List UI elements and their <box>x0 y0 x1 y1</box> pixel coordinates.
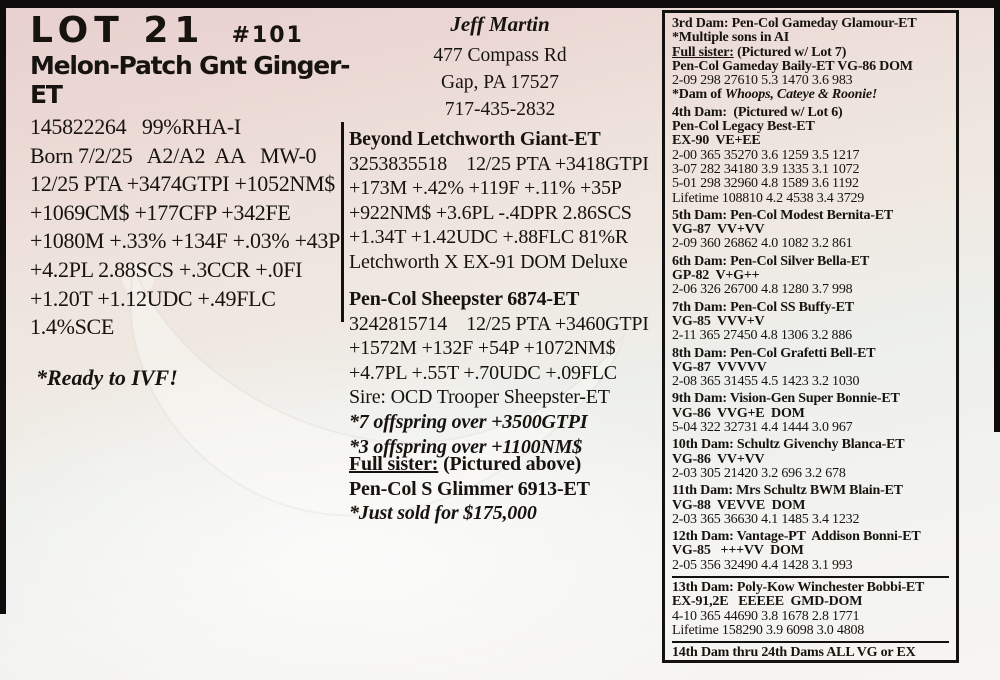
text-line: VG-87 VV+VV <box>672 222 765 238</box>
text-line: 2-06 326 26700 4.8 1280 3.7 998 <box>672 282 853 298</box>
dam-section <box>672 301 949 344</box>
text-line: +173M +.42% +119F +.11% +35P <box>349 177 622 200</box>
dam-history-box <box>662 10 959 663</box>
text-line: 2-11 365 27450 4.8 1306 3.2 886 <box>672 328 852 344</box>
lot-number-label: LOT 21 <box>30 10 206 51</box>
text-line: 2-08 365 31455 4.5 1423 3.2 1030 <box>672 374 860 390</box>
text-line: VG-85 +++VV DOM <box>672 543 804 559</box>
dam-box-sections <box>672 17 949 660</box>
text-line: +1.34T +1.42UDC +.88FLC 81%R <box>349 226 628 249</box>
text-line: 3-07 282 34180 3.9 1335 3.1 1072 <box>672 161 860 177</box>
dam-section <box>672 484 949 527</box>
dam-section <box>672 347 949 390</box>
text-line: 3242815714 12/25 PTA +3460GTPI <box>349 312 649 335</box>
text-line: 5-04 322 32731 4.4 1444 3.0 967 <box>672 420 853 436</box>
text-line: 2-03 305 21420 3.2 696 3.2 678 <box>672 465 846 481</box>
dam-section <box>672 646 949 660</box>
text-line: +1572M +132F +54P +1072NM$ <box>349 337 616 360</box>
text-line: VG-86 VV+VV <box>672 451 765 467</box>
text-line: *3 offspring over +1100NM$ <box>349 435 583 458</box>
dam-section <box>672 581 949 638</box>
dam-section <box>672 106 949 206</box>
full-sister-block <box>349 452 663 526</box>
section-divider <box>672 641 949 643</box>
text-line: Pen-Col Gameday Baily-ET VG-86 DOM <box>672 58 913 74</box>
dam-section <box>672 255 949 298</box>
text-line: EX-90 VE+EE <box>672 133 761 149</box>
text-line: +922NM$ +3.6PL -.4DPR 2.86SCS <box>349 201 632 224</box>
text-line: Lifetime 108810 4.2 4538 3.4 3729 <box>672 190 865 206</box>
text-line: Beyond Letchworth Giant-ET <box>349 128 601 150</box>
text-line: 5-01 298 32960 4.8 1589 3.6 1192 <box>672 176 859 192</box>
dam-section <box>672 438 949 481</box>
text-line: Sire: OCD Trooper Sheepster-ET <box>349 386 610 409</box>
text-line: 3253835518 12/25 PTA +3418GTPI <box>349 152 649 175</box>
section-divider <box>672 576 949 578</box>
text-line: 7th Dam: Pen-Col SS Buffy-ET <box>672 299 854 315</box>
page-edge-top <box>0 0 1000 8</box>
catalog-number: #101 <box>231 23 304 48</box>
text-line: VG-85 VVV+V <box>672 313 765 329</box>
text-line: EX-91,2E EEEEE GMD-DOM <box>672 594 863 610</box>
text-line: 5th Dam: Pen-Col Modest Bernita-ET <box>672 207 894 223</box>
text-line: GP-82 V+G++ <box>672 268 760 284</box>
text-line: 4-10 365 44690 3.8 1678 2.8 1771 <box>672 608 860 624</box>
page-edge-left <box>0 0 6 614</box>
text-line: Full sister: (Pictured above) <box>349 453 582 475</box>
text-line: +1.20T +1.12UDC +.49FLC 1.4%SCE <box>30 285 281 340</box>
text-line: VG-87 VVVVV <box>672 359 767 375</box>
text-line: VG-88 VEVVE DOM <box>672 497 806 513</box>
text-line: 8th Dam: Pen-Col Grafetti Bell-ET <box>672 345 876 361</box>
text-line: 2-05 356 32490 4.4 1428 3.1 993 <box>672 557 853 573</box>
text-line: Lifetime 158290 3.9 6098 3.0 4808 <box>672 622 865 638</box>
text-line: +1069CM$ +177CFP +342FE <box>30 199 291 225</box>
text-line: 2-00 365 35270 3.6 1259 3.5 1217 <box>672 147 860 163</box>
sire-block-sheepster <box>349 287 663 459</box>
lot-pedigree-lines <box>30 113 358 342</box>
text-line: VG-86 VVG+E DOM <box>672 405 805 421</box>
text-line: Born 7/2/25 A2/A2 AA MW-0 <box>30 142 317 168</box>
text-line: 4th Dam: (Pictured w/ Lot 6) <box>672 104 843 120</box>
text-line: *Dam of Whoops, Cateye & Roonie! <box>672 87 878 103</box>
text-line: *7 offspring over +3500GTPI <box>349 410 588 433</box>
text-line: 12/25 PTA +3474GTPI +1052NM$ <box>30 171 335 197</box>
lot-info-column <box>30 10 358 391</box>
text-line: 13th Dam: Poly-Kow Winchester Bobbi-ET <box>672 579 925 595</box>
text-line: 2-09 298 27610 5.3 1470 3.6 983 <box>672 73 853 89</box>
text-line: 14th Dam thru 24th Dams ALL VG or EX <box>672 645 916 661</box>
seller-phone: 717-435-2832 <box>444 99 556 120</box>
dam-section <box>672 530 949 573</box>
text-line: Pen-Col S Glimmer 6913-ET <box>349 477 590 500</box>
text-line: +1080M +.33% +134F +.03% +43P <box>30 228 341 254</box>
text-line: Letchworth X EX-91 DOM Deluxe <box>349 250 628 273</box>
text-line: 12th Dam: Vantage-PT Addison Bonni-ET <box>672 529 921 545</box>
text-line: 2-09 360 26862 4.0 1082 3.2 861 <box>672 236 853 252</box>
text-line: 6th Dam: Pen-Col Silver Bella-ET <box>672 253 870 269</box>
text-line: *Just sold for $175,000 <box>349 502 537 525</box>
lot-header <box>30 10 358 51</box>
dam-section <box>672 17 949 103</box>
text-line: +4.7PL +.55T +.70UDC +.09FLC <box>349 361 617 384</box>
text-line: 145822264 99%RHA-I <box>30 114 241 139</box>
text-line: Pen-Col Sheepster 6874-ET <box>349 288 580 310</box>
text-line: 2-03 365 36630 4.1 1485 3.4 1232 <box>672 511 860 527</box>
text-line: 10th Dam: Schultz Givenchy Blanca-ET <box>672 437 905 453</box>
sire-block-giant <box>349 127 663 275</box>
text-line: Full sister: (Pictured w/ Lot 7) <box>672 44 847 60</box>
page-edge-right <box>994 0 1000 432</box>
seller-address-line2: Gap, PA 17527 <box>441 72 559 93</box>
text-line: *Multiple sons in AI <box>672 30 789 46</box>
lot-note: *Ready to IVF! <box>36 364 178 390</box>
seller-contact-block <box>355 12 645 123</box>
text-line: 9th Dam: Vision-Gen Super Bonnie-ET <box>672 391 900 407</box>
dam-section <box>672 392 949 435</box>
dam-section <box>672 209 949 252</box>
animal-name: Melon-Patch Gnt Ginger-ET <box>30 51 350 109</box>
seller-address-line1: 477 Compass Rd <box>433 45 567 66</box>
text-line: 3rd Dam: Pen-Col Gameday Glamour-ET <box>672 16 917 31</box>
text-line: +4.2PL 2.88SCS +.3CCR +.0FI <box>30 256 303 282</box>
sire-block-vertical-rule <box>341 122 344 322</box>
text-line: 11th Dam: Mrs Schultz BWM Blain-ET <box>672 483 903 499</box>
seller-name: Jeff Martin <box>450 12 550 36</box>
text-line: Pen-Col Legacy Best-ET <box>672 119 815 135</box>
